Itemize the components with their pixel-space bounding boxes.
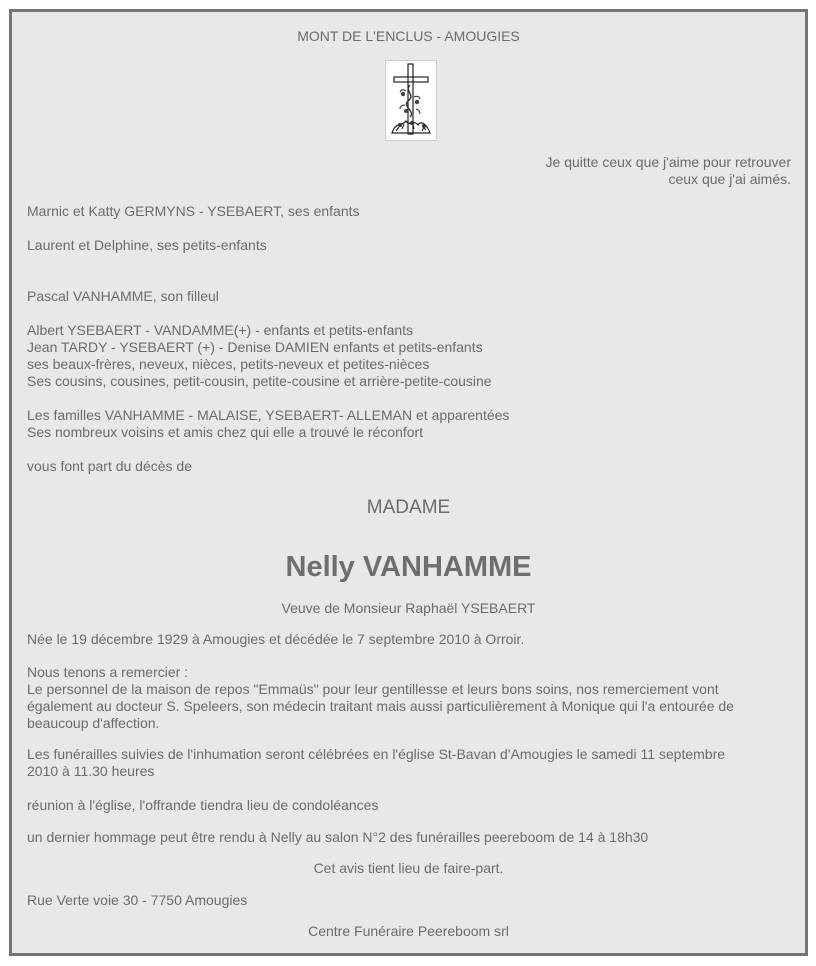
homage-line: un dernier hommage peut être rendu à Nelly au salon N°2 des funérailles peereboom de 14 à 18h30	[27, 829, 649, 845]
thanks-intro: Nous tenons a remercier :	[27, 664, 189, 680]
farewell-quote	[546, 154, 791, 188]
relatives-line: Albert YSEBAERT - VANDAMME(+) - enfants et petits-enfants	[27, 322, 414, 338]
grandchildren-line: Laurent et Delphine, ses petits-enfants	[27, 237, 267, 253]
relatives-block	[27, 322, 787, 390]
godson-line: Pascal VANHAMME, son filleul	[27, 288, 219, 304]
thanks-line: beaucoup d'affection.	[27, 715, 160, 731]
funeral-block	[27, 746, 787, 780]
thanks-line: également au docteur S. Speleers, son médecin traitant mais aussi particulièrement à Monique qui l'a entourée de	[27, 698, 734, 714]
life-dates-line: Née le 19 décembre 1929 à Amougies et décédée le 7 septembre 2010 à Orroir.	[27, 631, 525, 647]
widow-line: Veuve de Monsieur Raphaël YSEBAERT	[281, 600, 536, 616]
funeral-home-line: Centre Funéraire Peereboom srl	[308, 923, 509, 939]
honorific-title: MADAME	[366, 497, 451, 518]
thanks-block	[27, 664, 787, 732]
obituary-notice	[9, 9, 808, 956]
cross-with-flowers-icon	[385, 60, 437, 141]
reunion-line: réunion à l'église, l'offrande tiendra lieu de condoléances	[27, 797, 379, 813]
deceased-name: Nelly VANHAMME	[285, 551, 532, 583]
families-line: Les familles VANHAMME - MALAISE, YSEBAERT- ALLEMAN et apparentées	[27, 407, 510, 423]
families-block	[27, 407, 787, 441]
children-line: Marnic et Katty GERMYNS - YSEBAERT, ses enfants	[27, 203, 360, 219]
thanks-line: Le personnel de la maison de repos "Emmaüs" pour leur gentillesse et leurs bons soins, nos remerciement vont	[27, 681, 719, 697]
funeral-line: 2010 à 11.30 heures	[27, 763, 155, 779]
address-line: Rue Verte voie 30 - 7750 Amougies	[27, 892, 248, 908]
announcement-line: vous font part du décès de	[27, 458, 192, 474]
quote-line: ceux que j'ai aimés.	[668, 171, 791, 187]
relatives-line: ses beaux-frères, neveux, nièces, petits-neveux et petites-nièces	[27, 356, 430, 372]
location-header: MONT DE L'ENCLUS - AMOUGIES	[297, 28, 520, 44]
funeral-line: Les funérailles suivies de l'inhumation seront célébrées en l'église St-Bavan d'Amougies le samedi 11 septembre	[27, 746, 726, 762]
relatives-line: Ses cousins, cousines, petit-cousin, petite-cousine et arrière-petite-cousine	[27, 373, 492, 389]
notice-line: Cet avis tient lieu de faire-part.	[313, 860, 504, 876]
relatives-line: Jean TARDY - YSEBAERT (+) - Denise DAMIEN enfants et petits-enfants	[27, 339, 483, 355]
quote-line: Je quitte ceux que j'aime pour retrouver	[545, 154, 791, 170]
families-line: Ses nombreux voisins et amis chez qui elle a trouvé le réconfort	[27, 424, 424, 440]
